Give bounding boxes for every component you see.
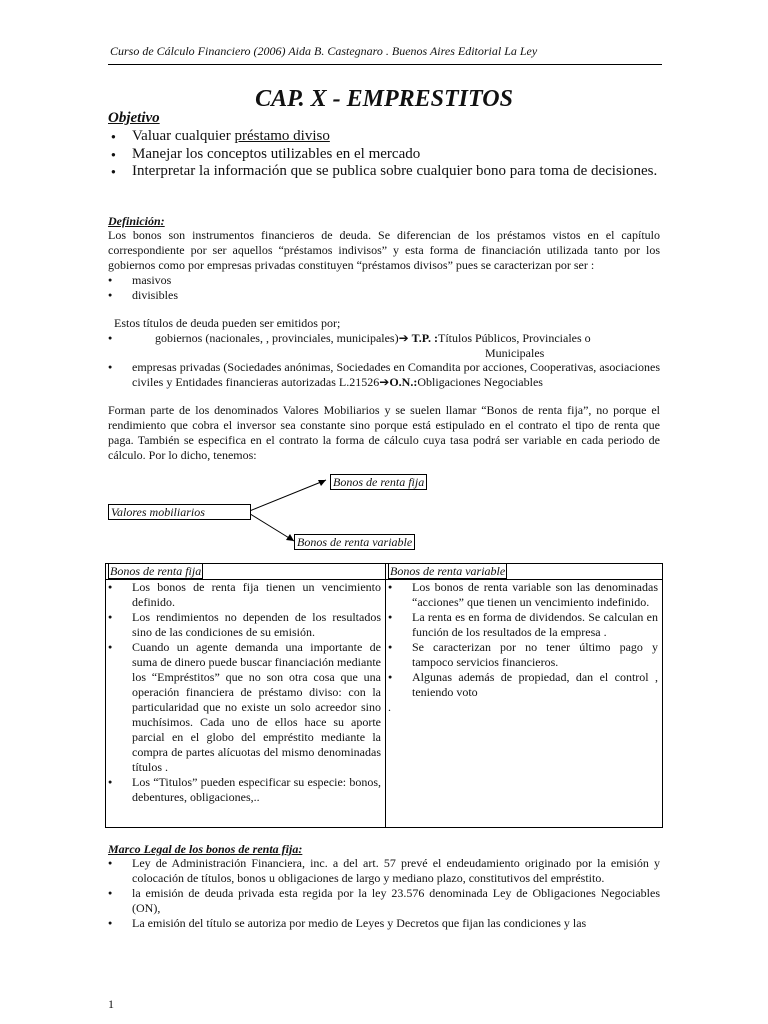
list-item: ● Los bonos de renta fija tienen un vencimiento definido. (108, 580, 381, 610)
definicion-text: Los bonos son instrumentos financieros de deuda. Se diferencian de los préstamos vistos en el capítulo correspondiente por ser aquellos “préstamos indivisos” y esta forma de financiación utilizada tanto por los gobiernos como por empresas privadas constituyen “préstamos divisos” pues se caracterizan por ser : (108, 228, 660, 272)
list-item: ● masivos (108, 273, 660, 288)
list-item: ● Los rendimientos no dependen de los resultados sino de las condiciones de su emisión. (108, 610, 381, 640)
table-cell-fija (106, 580, 386, 828)
prestamo-diviso-link[interactable]: préstamo diviso (234, 128, 330, 144)
list-item: ● La renta es en forma de dividendos. Se calculan en función de los resultados de la empresa . (388, 610, 658, 640)
definicion-heading: Definición: (108, 214, 165, 228)
renta-variable-box: Bonos de renta variable (294, 534, 415, 550)
valores-text: Forman parte de los denominados Valores Mobiliarios y se suelen llamar “Bonos de renta fija”, no porque el rendimiento que cobra el inversor sea constante sino porque está estipulado en el contrato el tipo de renta que paga. También se especifica en el contrato la forma de cálculo cuya tasa podrá ser variable en cada periodo de cálculo. Por lo dicho, tenemos: (108, 403, 660, 462)
list-item: ● Algunas además de propiedad, dan el control , teniendo voto (388, 670, 658, 700)
list-item: ● Se caracterizan por no tener último pago y tampoco servicios financieros. (388, 640, 658, 670)
table-header-fija: Bonos de renta fija (106, 564, 386, 580)
list-item: ● Ley de Administración Financiera, inc. a del art. 57 prevé el endeudamiento originado por la emisión y colocación de títulos, bonos u obligaciones de largo y mediano plazo, constitutivos del empréstito. (108, 856, 660, 886)
list-item: ● Cuando un agente demanda una importante de suma de dinero puede buscar financiación mediante los “Empréstitos” que no son otra cosa que una operación financiera de préstamo diviso: con la particularidad que no existe un solo acreedor sino muchísimos. Cada uno de ellos hace su aporte parcial en el globo del empréstito mediante la compra de partes alícuotas del mismo denominadas títulos . (108, 640, 381, 775)
objetivo-item: ● Manejar los conceptos utilizables en el mercado (108, 146, 668, 164)
table-header-variable: Bonos de renta variable (386, 564, 663, 580)
page-header: Curso de Cálculo Financiero (2006) Aida B. Castegnaro . Buenos Aires Editorial La Ley (110, 44, 538, 58)
emisores-empresas: ● empresas privadas (Sociedades anónimas, Sociedades en Comandita por acciones, Cooperativas, asociaciones civiles y Entidades financieras autorizadas L.21526➔O.N.:Obligaciones Negociables (108, 360, 660, 389)
arrow-icon: ➔ (379, 375, 390, 389)
objetivo-heading: Objetivo (108, 110, 160, 126)
table-cell-variable: ● Los bonos de renta variable son las denominadas “acciones” que tienen un vencimiento indefinido. ● La renta es en forma de dividendos. Se calculan en función de los resultados de la empresa . ● Se caracterizan por no tener último pago y tampoco servicios financieros. ● Algunas además de propiedad, dan el control , teniendo voto . (386, 580, 663, 828)
list-item: ● La emisión del título se autoriza por medio de Leyes y Decretos que fijan las condiciones y las (108, 916, 660, 931)
marco-legal-heading: Marco Legal de los bonos de renta fija: (108, 842, 303, 856)
objetivo-item: ● Valuar cualquier préstamo diviso (108, 128, 668, 146)
page-title: CAP. X - EMPRESTITOS (255, 86, 513, 112)
page-number: 1 (108, 997, 114, 1011)
marco-legal-list (108, 856, 660, 931)
objetivo-item: ● Interpretar la información que se publica sobre cualquier bono para toma de decisiones. (108, 163, 668, 181)
list-item: ● divisibles (108, 288, 660, 303)
comparison-table (105, 563, 663, 828)
renta-fija-box: Bonos de renta fija (330, 474, 427, 490)
list-item: ● Los bonos de renta variable son las denominadas “acciones” que tienen un vencimiento indefinido. (388, 580, 658, 610)
list-item: ● la emisión de deuda privada esta regida por la ley 23.576 denominada Ley de Obligaciones Negociables (ON), (108, 886, 660, 916)
valores-mobiliarios-box: Valores mobiliarios (108, 504, 251, 520)
arrow-icon: ➔ (398, 331, 409, 345)
emisores-intro: Estos títulos de deuda pueden ser emitidos por; (114, 316, 341, 330)
list-item: ● Los “Titulos” pueden especificar su especie: bonos, debentures, obligaciones,.. (108, 775, 381, 805)
